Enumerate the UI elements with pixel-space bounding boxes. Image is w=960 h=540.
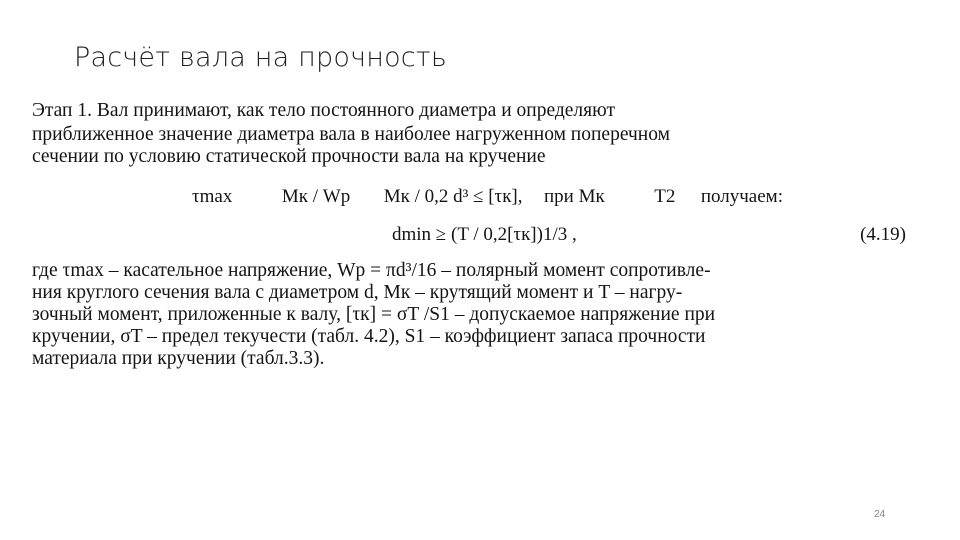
paragraph-line-1: Этап 1. Вал принимают, как тело постоянного диаметра и определяют <box>32 100 615 121</box>
paragraph-line-3: сечении по условию статической прочности вала на кручение <box>32 146 546 167</box>
paragraph-line-2: приближенное значение диаметра вала в наиболее нагруженном поперечном <box>32 124 670 145</box>
equation-condition: при Mк <box>544 186 605 207</box>
definition-line-2: ния круглого сечения вала с диаметром d, Mк – крутящий момент и T – нагру- <box>32 282 683 303</box>
definition-line-5: материала при кручении (табл.3.3). <box>32 348 325 369</box>
slide-title: Расчёт вала на прочность <box>74 42 447 73</box>
equation-lhs: τmax <box>192 186 233 207</box>
equation-condition-value: T2 <box>654 186 676 207</box>
equation-part-2: Mк / 0,2 d³ ≤ [τк], <box>383 186 523 207</box>
scanned-text-block <box>32 100 912 369</box>
equation-tail: получаем: <box>700 186 783 207</box>
definition-line-1: где τmax – касательное напряжение, Wp = πd³/16 – полярный момент сопротивле- <box>32 260 711 281</box>
equation-torsion-strength <box>192 186 783 208</box>
page-number: 24 <box>874 509 886 520</box>
equation-min-diameter: dmin ≥ (T / 0,2[τк])1/3 , <box>392 224 577 245</box>
equation-part-1: Mк / Wp <box>281 186 351 207</box>
definition-line-3: зочный момент, приложенные к валу, [τк] = σT /S1 – допускаемое напряжение при <box>32 304 716 325</box>
equation-number: (4.19) <box>860 224 906 245</box>
definition-line-4: кручении, σT – предел текучести (табл. 4.2), S1 – коэффициент запаса прочности <box>32 326 706 347</box>
